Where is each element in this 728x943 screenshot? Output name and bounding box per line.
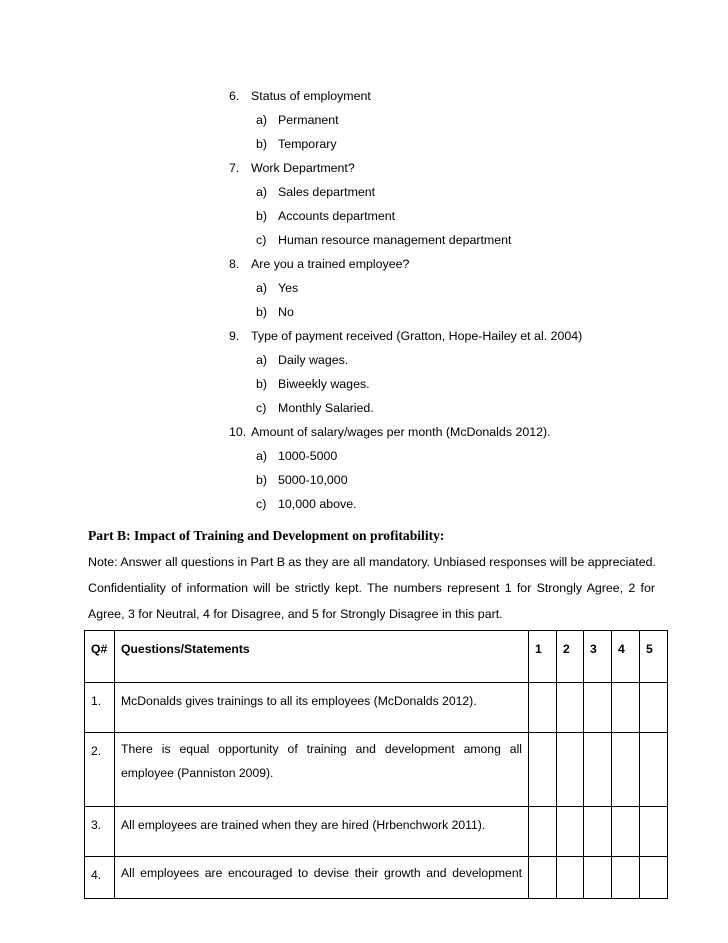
- header-statement: Questions/Statements: [115, 631, 529, 683]
- question-number: 7.: [229, 161, 240, 175]
- option-item: c) Monthly Salaried.: [256, 401, 374, 415]
- question-6: [229, 88, 371, 104]
- row-statement: All employees are trained when they are hired (Hrbenchwork 2011).: [115, 807, 529, 857]
- rating-cell-3[interactable]: [584, 683, 612, 733]
- row-number: 1.: [85, 683, 115, 733]
- option-item: a) Yes: [256, 281, 299, 295]
- question-text: Type of payment received (Gratton, Hope-Hailey et al. 2004): [251, 329, 583, 343]
- option-item: a) Permanent: [256, 113, 339, 127]
- question-number: 9.: [229, 329, 240, 343]
- rating-cell-1[interactable]: [529, 683, 557, 733]
- table-row: [85, 807, 668, 857]
- row-number: 3.: [85, 807, 115, 857]
- option-item: b) No: [256, 305, 294, 319]
- question-9: [229, 328, 582, 344]
- question-number: 6.: [229, 89, 240, 103]
- row-number: 2.: [85, 733, 115, 807]
- table-header-row: [85, 631, 668, 683]
- rating-cell-4[interactable]: [612, 857, 640, 899]
- header-scale-2: 2: [557, 631, 584, 683]
- row-statement: There is equal opportunity of training and development among all employee (Panniston 2009).: [115, 733, 529, 807]
- option-item: a) Daily wages.: [256, 353, 349, 367]
- question-text: Status of employment: [251, 89, 371, 103]
- option-item: c) 10,000 above.: [256, 497, 357, 511]
- question-text: Amount of salary/wages per month (McDonalds 2012).: [251, 425, 551, 439]
- rating-cell-2[interactable]: [557, 857, 584, 899]
- rating-cell-1[interactable]: [529, 807, 557, 857]
- rating-cell-3[interactable]: [584, 807, 612, 857]
- option-item: a) Sales department: [256, 185, 376, 199]
- rating-cell-4[interactable]: [612, 733, 640, 807]
- rating-cell-1[interactable]: [529, 857, 557, 899]
- table-row: [85, 683, 668, 733]
- option-item: b) Biweekly wages.: [256, 377, 370, 391]
- rating-cell-2[interactable]: [557, 733, 584, 807]
- rating-cell-5[interactable]: [640, 807, 668, 857]
- rating-cell-2[interactable]: [557, 807, 584, 857]
- row-number: 4.: [85, 857, 115, 899]
- rating-cell-3[interactable]: [584, 857, 612, 899]
- question-number: 8.: [229, 257, 240, 271]
- question-number: 10.: [229, 425, 247, 439]
- note-line: Agree, 3 for Neutral, 4 for Disagree, and 5 for Strongly Disagree in this part.: [88, 607, 503, 621]
- rating-cell-2[interactable]: [557, 683, 584, 733]
- rating-cell-4[interactable]: [612, 683, 640, 733]
- header-scale-4: 4: [612, 631, 640, 683]
- question-text: Are you a trained employee?: [251, 257, 410, 271]
- option-item: c) Human resource management department: [256, 233, 512, 247]
- option-item: b) 5000-10,000: [256, 473, 348, 487]
- option-item: a) 1000-5000: [256, 449, 338, 463]
- rating-cell-5[interactable]: [640, 733, 668, 807]
- note-line: Note: Answer all questions in Part B as they are all mandatory. Unbiased responses will be appreciated.: [88, 555, 656, 569]
- table-row: [85, 857, 668, 899]
- rating-cell-1[interactable]: [529, 733, 557, 807]
- header-scale-5: 5: [640, 631, 668, 683]
- rating-cell-5[interactable]: [640, 857, 668, 899]
- question-8: [229, 256, 409, 272]
- section-heading: Part B: Impact of Training and Development on profitability:: [88, 528, 445, 543]
- header-q: Q#: [85, 631, 115, 683]
- header-scale-3: 3: [584, 631, 612, 683]
- rating-cell-4[interactable]: [612, 807, 640, 857]
- question-text: Work Department?: [251, 161, 355, 175]
- likert-table: [84, 630, 668, 899]
- header-scale-1: 1: [529, 631, 557, 683]
- question-10: [229, 424, 551, 440]
- option-item: b) Temporary: [256, 137, 337, 151]
- rating-cell-3[interactable]: [584, 733, 612, 807]
- table-row: [85, 733, 668, 807]
- option-item: b) Accounts department: [256, 209, 396, 223]
- note-line: Confidentiality of information will be strictly kept. The numbers represent 1 for Strongly Agree, 2 for: [88, 581, 655, 595]
- row-statement: McDonalds gives trainings to all its employees (McDonalds 2012).: [115, 683, 529, 733]
- question-7: [229, 160, 355, 176]
- row-statement: All employees are encouraged to devise their growth and development: [115, 857, 529, 899]
- rating-cell-5[interactable]: [640, 683, 668, 733]
